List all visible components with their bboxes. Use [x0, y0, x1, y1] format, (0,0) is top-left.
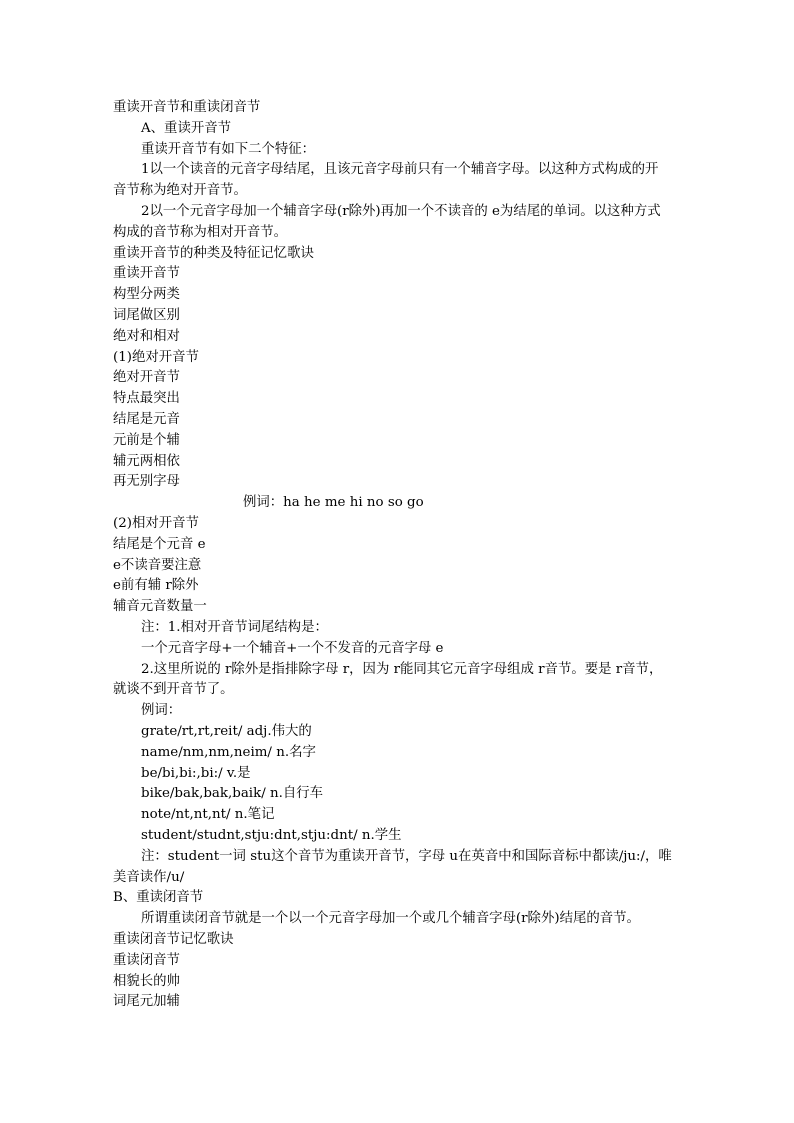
note-line: 2.这里所说的 r除外是指排除字母 r，因为 r能同其它元音字母组成 r音节。要是 r音节， [141, 662, 663, 677]
note-line: 注：student一词 stu这个音节为重读开音节，字母 u在英音中和国际音标中都读/ju:/，唯 [141, 849, 672, 864]
section-heading-a: A、重读开音节 [141, 121, 232, 136]
note-line: 注：1.相对开音节词尾结构是： [141, 620, 328, 635]
document-title: 重读开音节和重读闭音节 [113, 100, 261, 115]
paragraph-line: 构成的音节称为相对开音节。 [113, 225, 288, 240]
verse-line: 辅元两相依 [113, 454, 180, 469]
verse-line: e不读音要注意 [113, 558, 202, 573]
example-words: 例词：ha he me hi no so go [243, 495, 424, 510]
verse-line: 结尾是元音 [113, 412, 180, 427]
paragraph-line: 重读开音节有如下二个特征： [141, 142, 316, 157]
subheading: (2)相对开音节 [113, 516, 199, 531]
example-entry: student/studnt,stju:dnt,stju:dnt/ n.学生 [141, 828, 402, 843]
paragraph-line: 所谓重读闭音节就是一个以一个元音字母加一个或几个辅音字母(r除外)结尾的音节。 [141, 911, 640, 926]
paragraph-line: 2以一个元音字母加一个辅音字母(r除外)再加一个不读音的 e为结尾的单词。以这种方式 [141, 204, 661, 219]
verse-line: 元前是个辅 [113, 433, 180, 448]
verse-line: 词尾元加辅 [113, 994, 180, 1009]
subheading: 重读开音节的种类及特征记忆歌诀 [113, 246, 314, 261]
example-entry: be/bi,bi:,bi:/ v.是 [141, 766, 251, 781]
verse-line: 词尾做区别 [113, 308, 180, 323]
paragraph-line: 音节称为绝对开音节。 [113, 183, 247, 198]
note-line: 就谈不到开音节了。 [113, 682, 234, 697]
verse-line: 辅音元音数量一 [113, 599, 207, 614]
note-line: 一个元音字母+一个辅音+一个不发音的元音字母 e [141, 641, 444, 656]
verse-line: e前有辅 r除外 [113, 578, 199, 593]
example-entry: grate/rt,rt,reit/ adj.伟大的 [141, 724, 312, 739]
subheading: 重读闭音节记忆歌诀 [113, 932, 234, 947]
example-entry: bike/bak,bak,baik/ n.自行车 [141, 786, 324, 801]
example-entry: name/nm,nm,neim/ n.名字 [141, 745, 316, 760]
paragraph-line: 1以一个读音的元音字母结尾，且该元音字母前只有一个辅音字母。以这种方式构成的开 [141, 162, 659, 177]
verse-line: 构型分两类 [113, 287, 180, 302]
verse-line: 重读开音节 [113, 266, 180, 281]
verse-line: 结尾是个元音 e [113, 537, 206, 552]
verse-line: 重读闭音节 [113, 953, 180, 968]
section-heading-b: B、重读闭音节 [113, 890, 204, 905]
example-entry: note/nt,nt,nt/ n.笔记 [141, 807, 275, 822]
note-line: 美音读作/u/ [113, 870, 185, 885]
example-label: 例词： [141, 703, 182, 718]
verse-line: 特点最突出 [113, 391, 180, 406]
subheading: (1)绝对开音节 [113, 350, 199, 365]
verse-line: 相貌长的帅 [113, 974, 180, 989]
verse-line: 绝对开音节 [113, 370, 180, 385]
verse-line: 再无别字母 [113, 474, 180, 489]
verse-line: 绝对和相对 [113, 329, 180, 344]
